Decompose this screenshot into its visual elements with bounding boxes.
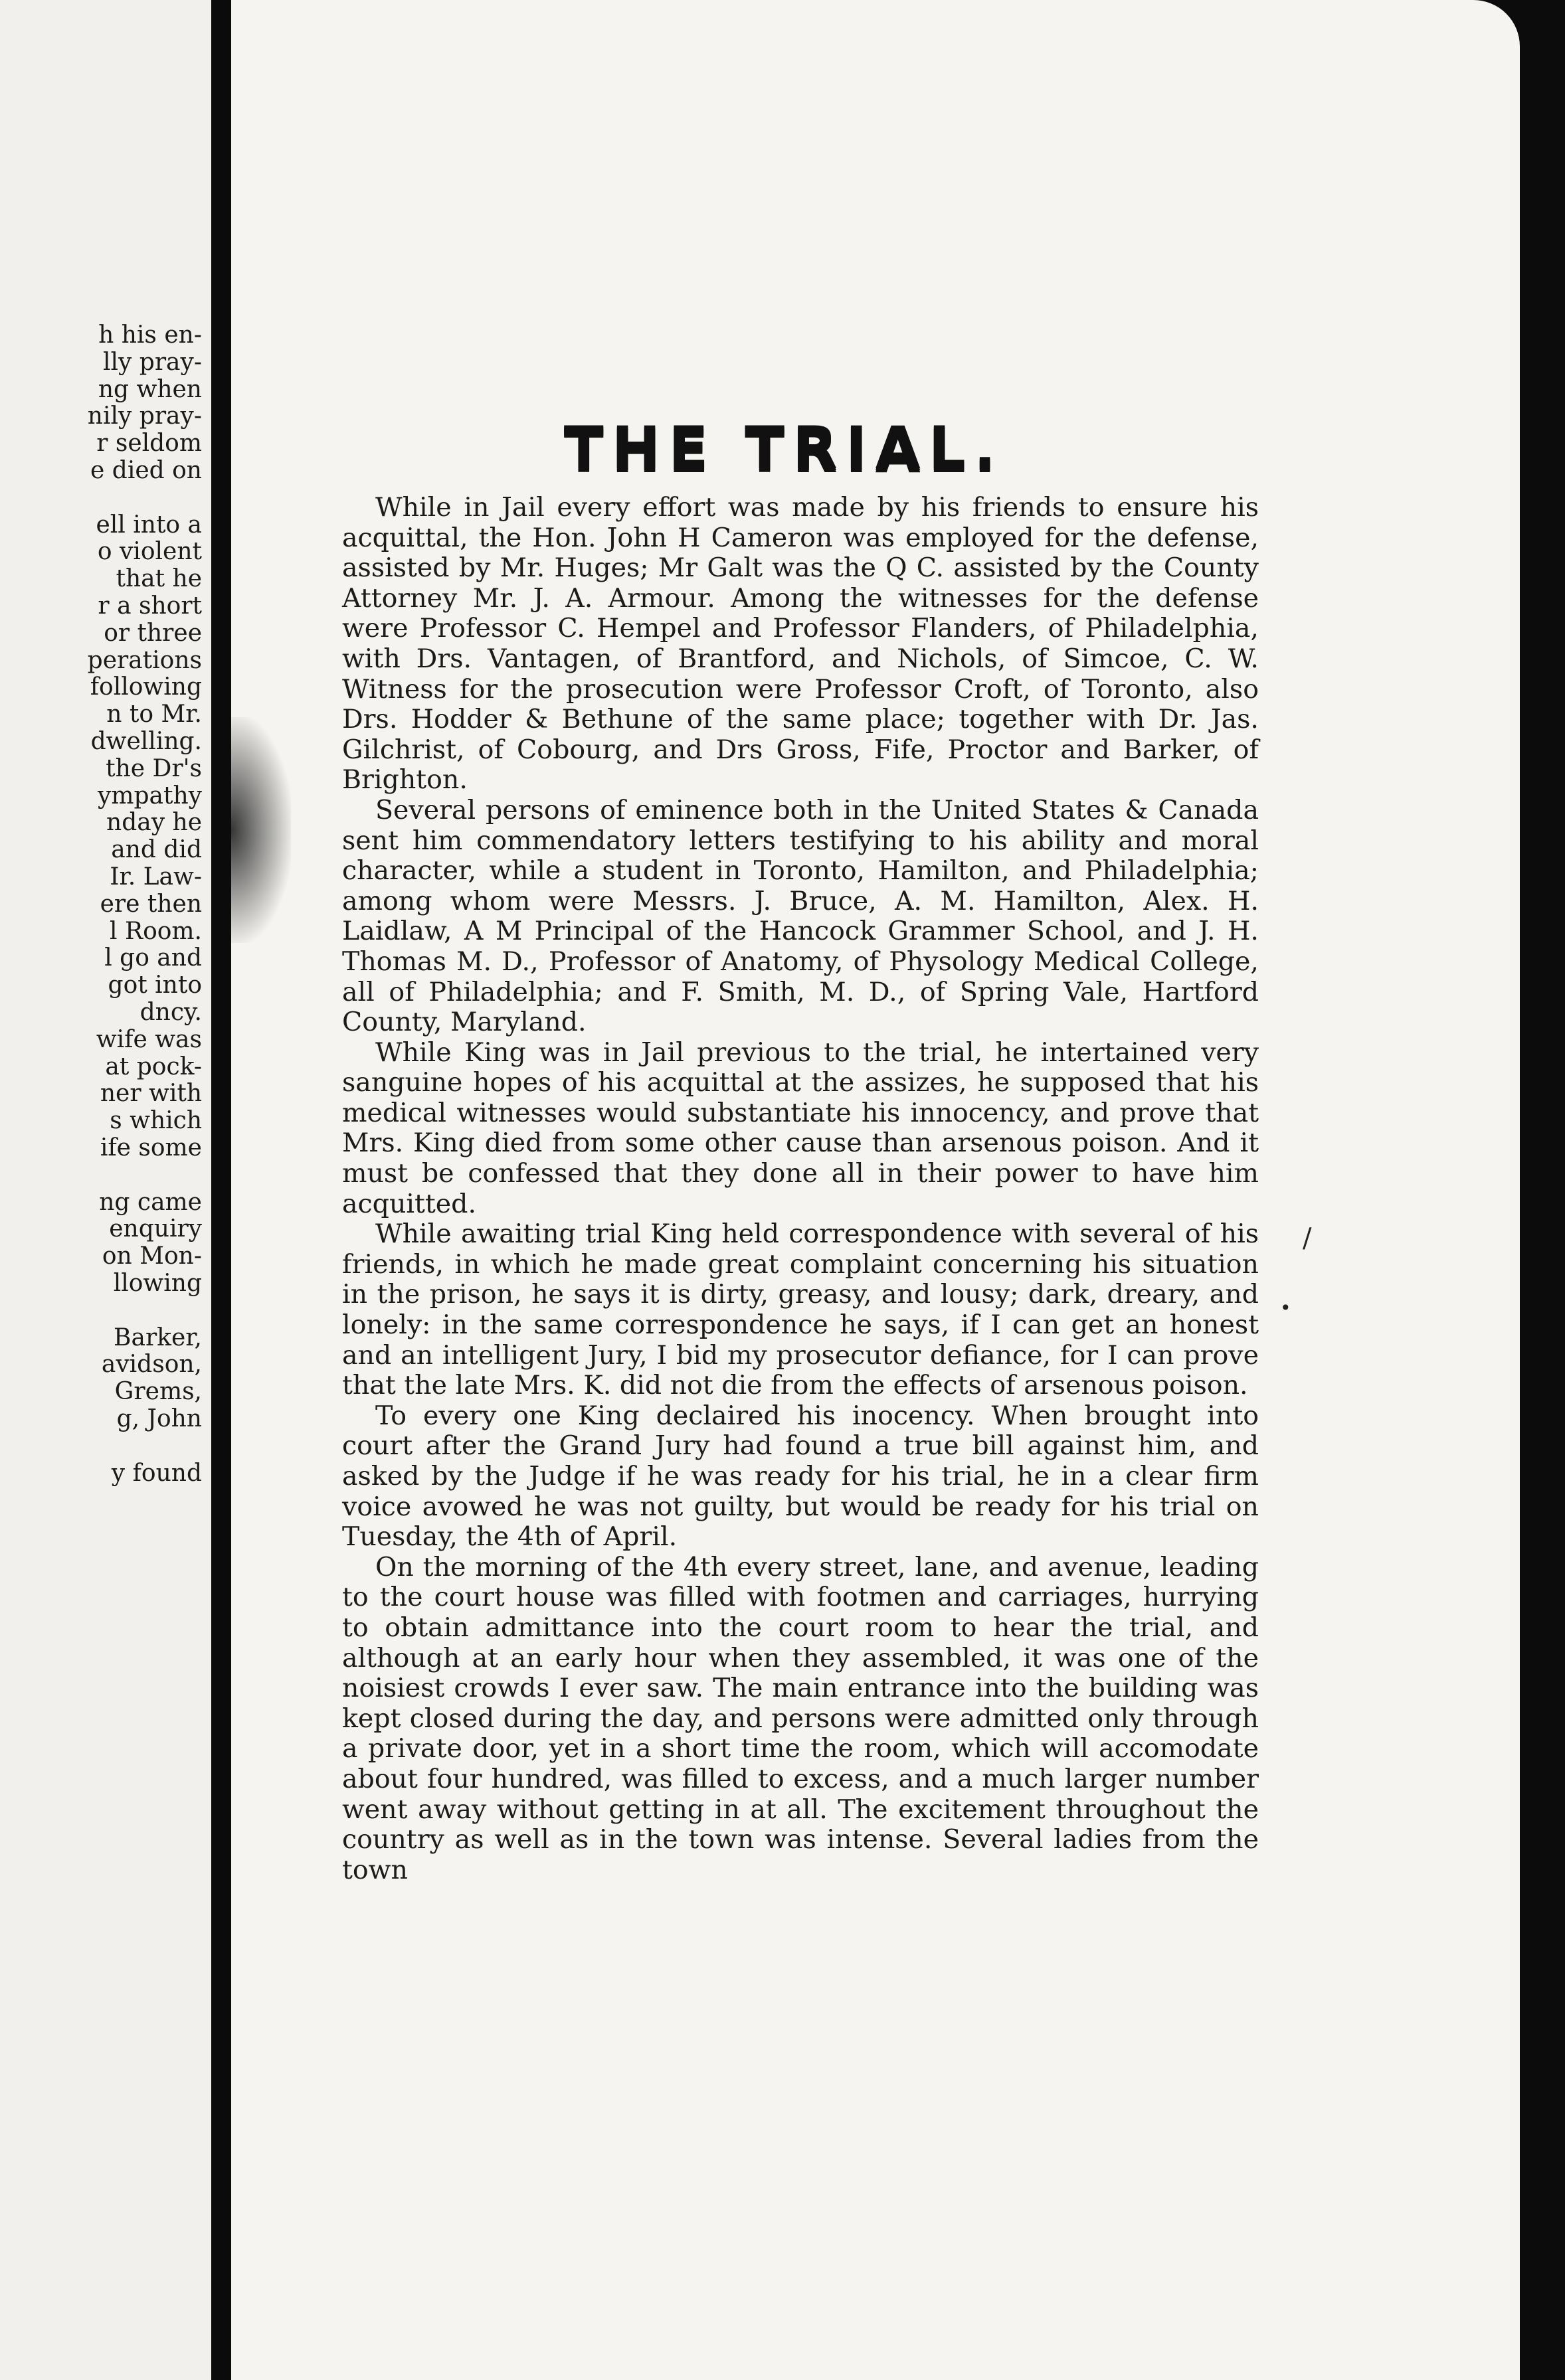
left-page-line: dwelling. xyxy=(90,728,202,755)
margin-dot-mark: • xyxy=(1280,1297,1291,1319)
paragraph-correspondence: While awaiting trial King held correspondence with several of his friends, in which he made great complaint concerning his situation in the prison, he says it is dirty, greasy, and lousy; dark, dreary, and lonely: in the same correspondence he says, if I can get an honest and an intelligent Jury, I bid my prosecutor defiance, for I can prove that the late Mrs. K. did not die from the effects of arsenous poison. xyxy=(342,1219,1259,1401)
paragraph-plea: To every one King declaired his inocency. When brought into court after the Grand Jury had found a true bill against him, and asked by the Judge if he was ready for his trial, he in a clear firm voice avowed he was not guilty, but would be ready for his trial on Tuesday, the 4th of April. xyxy=(342,1400,1259,1553)
left-page-line: perations xyxy=(87,646,202,674)
left-page-line: e died on xyxy=(90,457,202,484)
margin-tick-mark: / xyxy=(1303,1223,1312,1254)
left-page-line: avidson, xyxy=(101,1351,202,1379)
left-page-line: ife some xyxy=(100,1134,202,1161)
paragraph-hopes-of-acquittal: While King was in Jail previous to the trial, he intertained very sanguine hopes of his acquittal at the assizes, he supposed that his medical witnesses would substantiate his innocency, and prove that Mrs. King died from some other cause than arsenous poison. And it must be confessed that they done all in their power to have him acquitted. xyxy=(342,1037,1259,1219)
page-gutter xyxy=(211,0,231,2380)
article-title: THE TRIAL. xyxy=(563,416,1004,484)
left-page-line: l Room. xyxy=(110,917,202,945)
left-page-fragment xyxy=(0,0,211,2380)
left-page-line: h his en- xyxy=(98,321,202,349)
left-page-line: that he xyxy=(116,565,202,593)
left-page-line: l go and xyxy=(104,944,202,972)
left-page-line: and did xyxy=(111,836,202,864)
article-body xyxy=(342,493,1259,1885)
left-page-line: lly pray- xyxy=(102,348,202,376)
left-page-line: y found xyxy=(111,1459,202,1487)
left-page-line: ympathy xyxy=(98,782,202,809)
left-page-line: ere then xyxy=(100,890,202,918)
left-page-line: wife was xyxy=(96,1025,202,1053)
left-page-line: ner with xyxy=(100,1080,202,1108)
left-page-line: enquiry xyxy=(109,1215,202,1243)
left-page-line: ng when xyxy=(98,375,202,403)
left-page-line: Grems, xyxy=(114,1378,202,1406)
paragraph-defense-counsel: While in Jail every effort was made by his friends to ensure his acquittal, the Hon. John H Cameron was employed for the defense, assisted by Mr. Huges; Mr Galt was the Q C. assisted by the County Attorney Mr. J. A. Armour. Among the witnesses for the defense were Professor C. Hempel and Professor Flanders, of Philadelphia, with Drs. Vantagen, of Brantford, and Nichols, of Simcoe, C. W. Witness for the prosecution were Professor Croft, of Toronto, also Drs. Hodder & Bethune of the same place; together with Dr. Jas. Gilchrist, of Cobourg, and Drs Gross, Fife, Proctor and Barker, of Brighton. xyxy=(342,492,1259,796)
left-page-line: r a short xyxy=(98,592,202,620)
left-page-line: on Mon- xyxy=(102,1242,202,1270)
left-page-line: llowing xyxy=(113,1270,202,1297)
paragraph-court-crowd: On the morning of the 4th every street, lane, and avenue, leading to the court house was filled with footmen and carriages, hurrying to obtain admittance into the court room to hear the trial, and although at an early hour when they assembled, it was one of the noisiest crowds I ever saw. The main entrance into the building was kept closed during the day, and persons were admitted only through a private door, yet in a short time the room, which will accomodate about four hundred, was filled to excess, and a much larger number went away without getting in at all. The excitement throughout the country as well as in the town was intense. Several ladies from the town xyxy=(342,1551,1259,1885)
paragraph-character-letters: Several persons of eminence both in the United States & Canada sent him commendatory letters testifying to his ability and moral character, while a student in Toronto, Hamilton, and Philadelphia; among whom were Messrs. J. Bruce, A. M. Hamilton, Alex. H. Laidlaw, A M Principal of the Hancock Grammer School, and J. H. Thomas M. D., Professor of Anatomy, of Physology Medical College, all of Philadelphia; and F. Smith, M. D., of Spring Vale, Hartford County, Maryland. xyxy=(342,794,1259,1038)
left-page-line: nily pray- xyxy=(87,402,202,430)
left-page-line: following xyxy=(90,673,202,701)
left-page-line: g, John xyxy=(116,1405,202,1432)
left-page-line: or three xyxy=(104,619,202,647)
left-page-line: got into xyxy=(108,972,202,999)
left-page-line: s which xyxy=(110,1107,202,1135)
left-page-line: dncy. xyxy=(139,999,202,1026)
ink-smudge xyxy=(231,717,291,943)
left-page-line: at pock- xyxy=(105,1053,202,1080)
left-page-line: Ir. Law- xyxy=(110,863,202,891)
left-page-line: Barker, xyxy=(114,1323,202,1351)
left-page-line: nday he xyxy=(106,809,202,837)
left-page-line: ell into a xyxy=(96,511,202,539)
left-page-line: r seldom xyxy=(96,430,202,458)
left-page-line: ng came xyxy=(99,1188,202,1216)
left-page-line: o violent xyxy=(97,538,202,566)
left-page-line: n to Mr. xyxy=(106,701,202,728)
left-page-line: the Dr's xyxy=(106,754,202,782)
